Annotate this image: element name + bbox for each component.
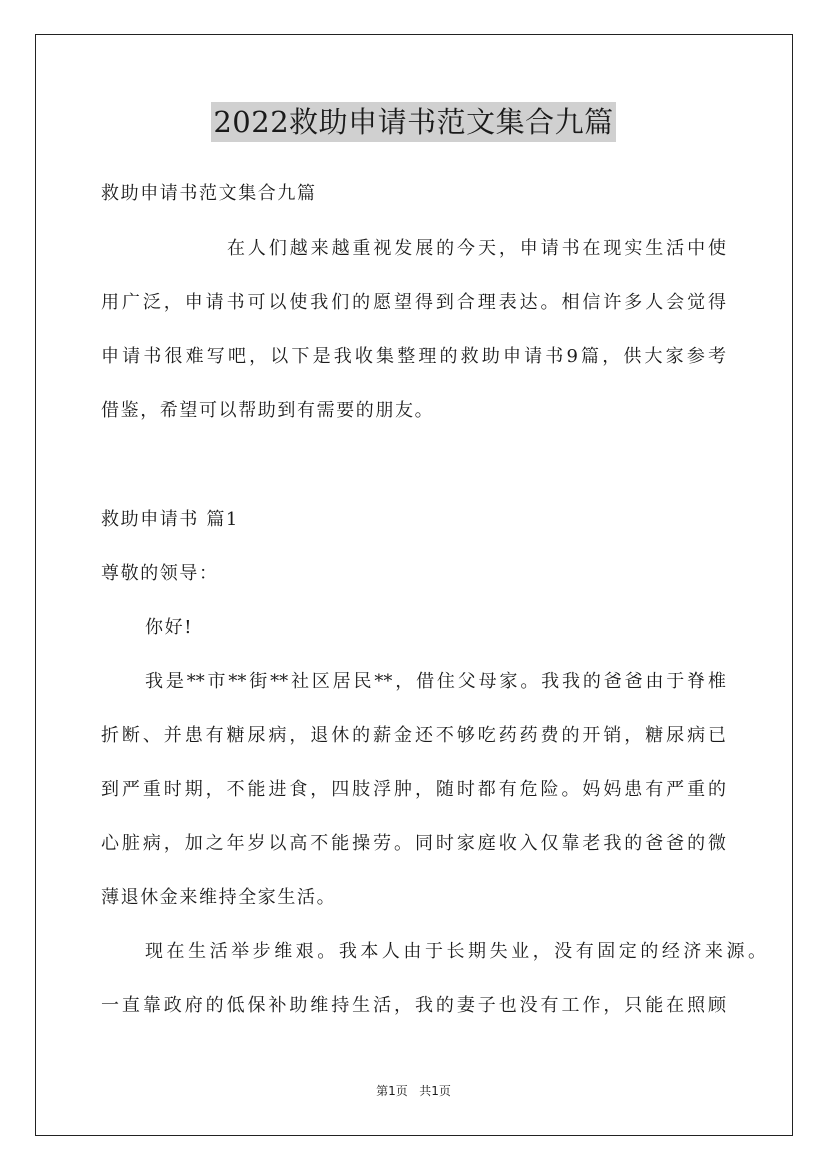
paragraph-line: 到严重时期，不能进食，四肢浮肿，随时都有危险。妈妈患有严重的 [101,779,726,800]
page-total: 共1页 [419,1084,451,1098]
intro-line: 申请书很难写吧，以下是我收集整理的救助申请书9篇，供大家参考 [101,346,726,367]
paragraph-line: 一直靠政府的低保补助维持生活，我的妻子也没有工作，只能在照顾 [101,995,726,1016]
title-container [0,102,827,142]
paragraph-line: 现在生活举步维艰。我本人由于长期失业，没有固定的经济来源。 [145,941,766,962]
intro-line: 借鉴，希望可以帮助到有需要的朋友。 [101,400,435,421]
section-heading: 救助申请书 篇1 [101,509,239,530]
salutation: 尊敬的领导： [101,563,219,584]
page-footer [0,1083,827,1099]
page-number: 第1页 [376,1084,408,1098]
paragraph-line: 心脏病，加之年岁以高不能操劳。同时家庭收入仅靠老我的爸爸的微 [101,833,726,854]
intro-line: 用广泛，申请书可以使我们的愿望得到合理表达。相信许多人会觉得 [101,292,726,313]
document-subtitle: 救助申请书范文集合九篇 [101,183,317,204]
greeting: 你好! [145,617,194,638]
paragraph-line: 折断、并患有糖尿病，退休的薪金还不够吃药药费的开销，糖尿病已 [101,725,726,746]
intro-line: 在人们越来越重视发展的今天，申请书在现实生活中使 [227,238,726,259]
document-title: 2022救助申请书范文集合九篇 [211,102,615,142]
paragraph-line: 我是**市**街**社区居民**，借住父母家。我我的爸爸由于脊椎 [145,671,726,692]
paragraph-line: 薄退休金来维持全家生活。 [101,887,337,908]
